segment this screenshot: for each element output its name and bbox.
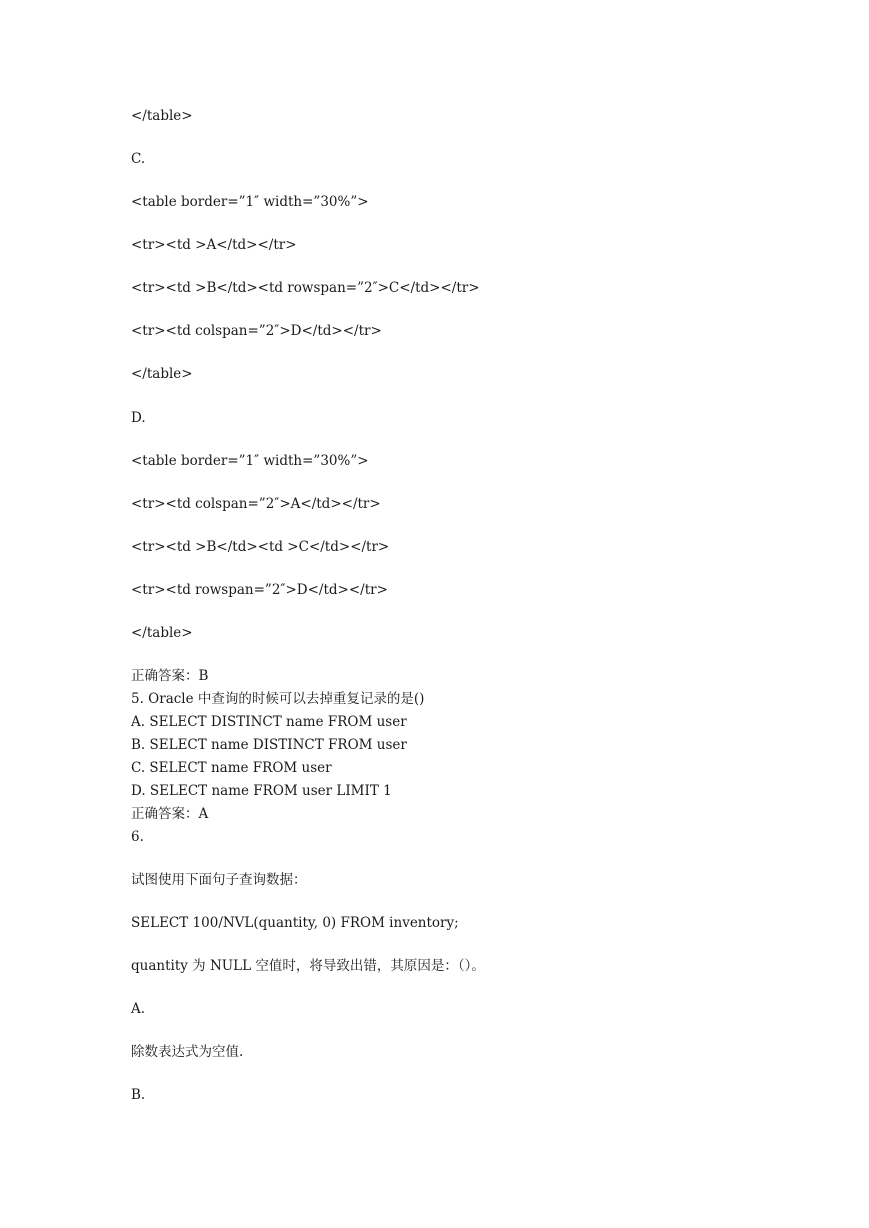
q5-question: 5. Oracle 中查询的时候可以去掉重复记录的是() — [131, 691, 425, 707]
q5-option-a: A. SELECT DISTINCT name FROM user — [131, 714, 407, 730]
option-d-label: D. — [131, 410, 146, 426]
q4-answer: 正确答案：B — [131, 668, 209, 684]
q6-option-b-label: B. — [131, 1087, 146, 1103]
q6-sql: SELECT 100/NVL(quantity, 0) FROM inventory; — [131, 915, 459, 931]
option-c-code-line: <tr><td >A</td></tr> — [131, 237, 297, 253]
q5-option-d: D. SELECT name FROM user LIMIT 1 — [131, 783, 392, 799]
q6-intro: 试图使用下面句子查询数据： — [131, 872, 307, 888]
q5-option-b: B. SELECT name DISTINCT FROM user — [131, 737, 407, 753]
q6-prompt: quantity 为 NULL 空值时，将导致出错，其原因是：（）。 — [131, 958, 485, 974]
option-d-code-line: <tr><td colspan=”2″>A</td></tr> — [131, 496, 381, 512]
option-c-code-line: <table border=”1″ width=”30%”> — [131, 194, 369, 210]
option-c-code-line: <tr><td >B</td><td rowspan=”2″>C</td></tr> — [131, 280, 480, 296]
option-c-code-line: </table> — [131, 366, 193, 382]
table-close-tag: </table> — [131, 108, 193, 124]
option-d-code-line: <tr><td rowspan=”2″>D</td></tr> — [131, 582, 388, 598]
option-d-code-line: <tr><td >B</td><td >C</td></tr> — [131, 539, 390, 555]
q5-option-c: C. SELECT name FROM user — [131, 760, 332, 776]
q6-option-a-label: A. — [131, 1001, 146, 1017]
option-d-code-line: <table border=”1″ width=”30%”> — [131, 453, 369, 469]
option-c-code-line: <tr><td colspan=”2″>D</td></tr> — [131, 323, 382, 339]
q5-answer: 正确答案：A — [131, 806, 209, 822]
q6-option-a-text: 除数表达式为空值. — [131, 1044, 244, 1060]
q6-number: 6. — [131, 829, 144, 845]
option-c-label: C. — [131, 151, 146, 167]
option-d-code-line: </table> — [131, 625, 193, 641]
